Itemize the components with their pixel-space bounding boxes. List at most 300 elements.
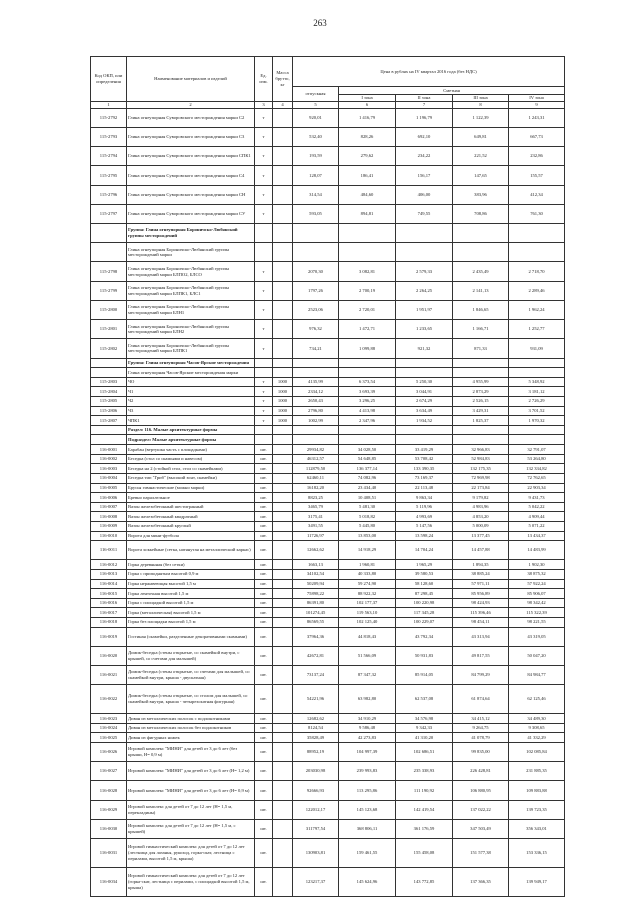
z1-cell: 136 377,14 xyxy=(339,464,396,474)
z1-cell: 102 177,37 xyxy=(339,598,396,608)
name-cell: Диван из металлических полосок с подлокотниками xyxy=(127,714,255,724)
z1-cell: 104 997,39 xyxy=(339,742,396,761)
unit-cell: шт. xyxy=(255,666,273,685)
table-row xyxy=(91,406,565,416)
z4-cell: 32 791,07 xyxy=(509,445,565,455)
code-cell: 116-0009 xyxy=(91,521,127,531)
z3-cell: 137 022,22 xyxy=(453,800,509,819)
unit-cell: шт. xyxy=(255,473,273,483)
z4-cell: 53 264,80 xyxy=(509,454,565,464)
z1-cell: 2 700,19 xyxy=(339,281,396,300)
z3-cell: 52 984,83 xyxy=(453,454,509,464)
name-cell: Диван из металлических полосок без подлокотников xyxy=(127,723,255,733)
z3-cell: 347 503,49 xyxy=(453,819,509,838)
empty-cell xyxy=(293,224,339,243)
unit-cell: т xyxy=(255,204,273,223)
unit-cell: т xyxy=(255,397,273,407)
price-cell: 314,54 xyxy=(293,185,339,204)
code-cell: 115-2803 xyxy=(91,377,127,387)
z4-cell: 50 047,20 xyxy=(509,646,565,665)
code-cell: 115-2806 xyxy=(91,406,127,416)
table-row xyxy=(91,166,565,185)
z1-cell: 59 274,90 xyxy=(339,579,396,589)
z2-cell: 9 342,33 xyxy=(396,723,453,733)
mass-cell xyxy=(273,819,293,838)
z4-cell: 14 483,99 xyxy=(509,541,565,560)
table-row xyxy=(91,839,565,868)
z2-cell: 87 298,45 xyxy=(396,589,453,599)
z1-cell xyxy=(339,368,396,378)
z3-cell: 99 835,00 xyxy=(453,742,509,761)
z1-cell: 159 461,55 xyxy=(339,839,396,868)
unit-cell: т xyxy=(255,387,273,397)
code-cell: 116-0008 xyxy=(91,512,127,522)
code-cell: 115-2802 xyxy=(91,339,127,358)
price-cell: 2650,43 xyxy=(293,397,339,407)
header-zone-4: IV зона xyxy=(509,95,565,102)
price-cell: 8823,25 xyxy=(293,493,339,503)
z3-cell: 221,52 xyxy=(453,147,509,166)
z3-cell: 4 983,96 xyxy=(453,502,509,512)
name-cell: ЧПК1 xyxy=(127,416,255,426)
mass-cell xyxy=(273,166,293,185)
z3-cell: 151 577,38 xyxy=(453,839,509,868)
empty-cell xyxy=(293,435,339,445)
mass-cell xyxy=(273,714,293,724)
code-cell: 116-0017 xyxy=(91,608,127,618)
z2-cell: 133 390,35 xyxy=(396,464,453,474)
price-cell: 54221,96 xyxy=(293,685,339,714)
price-cell: 86391,80 xyxy=(293,598,339,608)
mass-cell xyxy=(273,368,293,378)
empty-cell xyxy=(509,224,565,243)
z4-cell: 98 342,42 xyxy=(509,598,565,608)
price-cell: 734,21 xyxy=(293,339,339,358)
code-cell: 116-0019 xyxy=(91,627,127,646)
z3-cell: 1 846,65 xyxy=(453,300,509,319)
table-row xyxy=(91,627,565,646)
code-cell: 116-0001 xyxy=(91,445,127,455)
price-cell: 3491,55 xyxy=(293,521,339,531)
code-cell xyxy=(91,435,127,445)
name-cell: Вазон железобетонный квадратный xyxy=(127,512,255,522)
unit-cell: шт. xyxy=(255,598,273,608)
price-cell: 75898,22 xyxy=(293,589,339,599)
table-row xyxy=(91,445,565,455)
unit-cell: шт. xyxy=(255,454,273,464)
z2-cell: 1 196,79 xyxy=(396,108,453,127)
z3-cell: 49 817,55 xyxy=(453,646,509,665)
unit-cell: шт. xyxy=(255,541,273,560)
z2-cell: 41 310,20 xyxy=(396,733,453,743)
table-row xyxy=(91,473,565,483)
z4-cell xyxy=(509,243,565,262)
z3-cell: 34 415,12 xyxy=(453,714,509,724)
empty-cell xyxy=(255,358,273,368)
z1-cell: 23 434,40 xyxy=(339,483,396,493)
code-cell: 115-2805 xyxy=(91,397,127,407)
z3-cell: 137 366,35 xyxy=(453,867,509,896)
z3-cell: 649,81 xyxy=(453,127,509,146)
table-row xyxy=(91,646,565,665)
unit-cell: шт. xyxy=(255,531,273,541)
z3-cell: 41 078,79 xyxy=(453,733,509,743)
empty-cell xyxy=(396,358,453,368)
z1-cell: 368 806,11 xyxy=(339,819,396,838)
price-cell: 12682,62 xyxy=(293,714,339,724)
z2-cell: 34 576,98 xyxy=(396,714,453,724)
z1-cell: 5 481,30 xyxy=(339,502,396,512)
code-cell: 115-2800 xyxy=(91,300,127,319)
unit-cell: т xyxy=(255,406,273,416)
price-cell: 92666,93 xyxy=(293,781,339,800)
name-cell: Домик-беседка (стены открытые, со скамейкой внутри, с крышей, со счетами для малышей) xyxy=(127,646,255,665)
mass-cell xyxy=(273,781,293,800)
z3-cell: 106 880,95 xyxy=(453,781,509,800)
table-row xyxy=(91,204,565,223)
z3-cell: 3 429,31 xyxy=(453,406,509,416)
name-cell: Глина огнеупорная Бороничско-Любянский группы месторождений марки xyxy=(127,243,255,262)
z1-cell: 44 818,43 xyxy=(339,627,396,646)
empty-cell xyxy=(509,358,565,368)
section-heading: Подраздел: Малые архитектурные формы xyxy=(127,435,255,445)
z3-cell: 38 885,24 xyxy=(453,569,509,579)
z2-cell: 14 704,24 xyxy=(396,541,453,560)
code-cell: 115-2793 xyxy=(91,127,127,146)
z4-cell: 102 085,84 xyxy=(509,742,565,761)
unit-cell: шт. xyxy=(255,560,273,570)
z4-cell: 72 762,65 xyxy=(509,473,565,483)
table-row xyxy=(91,368,565,378)
code-cell: 116-0006 xyxy=(91,493,127,503)
code-cell: 116-0023 xyxy=(91,714,127,724)
mass-cell xyxy=(273,531,293,541)
z3-cell: 13 377,45 xyxy=(453,531,509,541)
mass-cell: 1000 xyxy=(273,397,293,407)
name-cell: Диван из фигурных ножек xyxy=(127,733,255,743)
z2-cell: 100 220,98 xyxy=(396,598,453,608)
price-cell: 976,32 xyxy=(293,320,339,339)
z1-cell: 10 408,51 xyxy=(339,493,396,503)
header-unit: Ед. изм. xyxy=(255,57,273,102)
table-row xyxy=(91,714,565,724)
section-heading: Группа: Глина огнеупорная Бороничско-Любянский группы месторождений xyxy=(127,224,255,243)
name-cell: Беседка тип "Гриб" (высокий зонт, скамейки) xyxy=(127,473,255,483)
z4-cell: 1 962,24 xyxy=(509,300,565,319)
mass-cell xyxy=(273,618,293,628)
index-cell: 9 xyxy=(509,102,565,109)
z2-cell: 1 951,97 xyxy=(396,300,453,319)
z1-cell: 51 566,09 xyxy=(339,646,396,665)
price-cell xyxy=(293,243,339,262)
price-cell: 2334,12 xyxy=(293,387,339,397)
z3-cell: 98 424,93 xyxy=(453,598,509,608)
section-heading-row xyxy=(91,358,565,368)
name-cell: Домик-беседка (стены открытые, со столом для малышей, со скамейкой внутри, крыша - четырехскатная фигурная) xyxy=(127,685,255,714)
price-cell: 112879,50 xyxy=(293,464,339,474)
price-cell: 16182,20 xyxy=(293,483,339,493)
name-cell: Домик-беседка (стены открытые, со счетами для малышей, со скамейкой внутри, крыша - двускатная) xyxy=(127,666,255,685)
header-zone-2: II зона xyxy=(396,95,453,102)
index-cell: 6 xyxy=(339,102,396,109)
mass-cell xyxy=(273,521,293,531)
code-cell: 116-0004 xyxy=(91,473,127,483)
z2-cell: 749,55 xyxy=(396,204,453,223)
z1-cell: 34 910,29 xyxy=(339,714,396,724)
mass-cell xyxy=(273,627,293,646)
z3-cell: 1 122,39 xyxy=(453,108,509,127)
z4-cell: 1 970,32 xyxy=(509,416,565,426)
section-heading-row xyxy=(91,425,565,435)
z2-cell: 73 169,37 xyxy=(396,473,453,483)
price-cell: 1002,99 xyxy=(293,416,339,426)
mass-cell xyxy=(273,541,293,560)
mass-cell: 1000 xyxy=(273,406,293,416)
mass-cell xyxy=(273,243,293,262)
table-row xyxy=(91,531,565,541)
name-cell: Игровой комплекс "МИНИ" для детей от 3 до 6 лет (Н= 0,9 м) xyxy=(127,781,255,800)
z3-cell: 132 175,35 xyxy=(453,464,509,474)
z1-cell: 88 922,32 xyxy=(339,589,396,599)
name-cell: Ч3 xyxy=(127,406,255,416)
z2-cell: 143 772,85 xyxy=(396,867,453,896)
index-cell: 1 xyxy=(91,102,127,109)
z2-cell: 1 965,29 xyxy=(396,560,453,570)
table-row xyxy=(91,387,565,397)
z4-cell: 109 883,88 xyxy=(509,781,565,800)
unit-cell: шт. xyxy=(255,445,273,455)
z2-cell: 13 598,24 xyxy=(396,531,453,541)
z1-cell: 42 273,83 xyxy=(339,733,396,743)
empty-cell xyxy=(396,425,453,435)
unit-cell: шт. xyxy=(255,589,273,599)
table-row xyxy=(91,339,565,358)
z3-cell: 85 956,89 xyxy=(453,589,509,599)
z3-cell xyxy=(453,368,509,378)
index-cell: 5 xyxy=(293,102,339,109)
unit-cell: шт. xyxy=(255,800,273,819)
table-row xyxy=(91,541,565,560)
unit-cell: шт. xyxy=(255,502,273,512)
z1-cell: 40 333,80 xyxy=(339,569,396,579)
table-body xyxy=(91,108,565,896)
z3-cell: 115 396,46 xyxy=(453,608,509,618)
z2-cell: 142 419,54 xyxy=(396,800,453,819)
header-zone-title: Сметная xyxy=(339,87,565,95)
name-cell: Глина огнеупорная Суворовского месторождения марки СПК1 xyxy=(127,147,255,166)
z2-cell: 111 190,92 xyxy=(396,781,453,800)
table-row xyxy=(91,598,565,608)
z1-cell: 113 295,86 xyxy=(339,781,396,800)
z3-cell: 61 874,64 xyxy=(453,685,509,714)
unit-cell: т xyxy=(255,416,273,426)
name-cell: Ч1 xyxy=(127,387,255,397)
name-cell: Горка нержавеющая высотой 1,5 м xyxy=(127,579,255,589)
mass-cell xyxy=(273,839,293,868)
z1-cell: 484,60 xyxy=(339,185,396,204)
price-cell: 203030,98 xyxy=(293,762,339,781)
z3-cell: 1 825,37 xyxy=(453,416,509,426)
z4-cell: 356 343,01 xyxy=(509,819,565,838)
price-cell: 8124,54 xyxy=(293,723,339,733)
unit-cell: т xyxy=(255,300,273,319)
mass-cell xyxy=(273,742,293,761)
z4-cell: 1 902,30 xyxy=(509,560,565,570)
mass-cell xyxy=(273,579,293,589)
unit-cell: шт. xyxy=(255,839,273,868)
unit-cell xyxy=(255,243,273,262)
code-cell: 115-2794 xyxy=(91,147,127,166)
z2-cell xyxy=(396,243,453,262)
z2-cell: 692,10 xyxy=(396,127,453,146)
name-cell: Вазон железобетонный шестигранный xyxy=(127,502,255,512)
name-cell: Игровой комплекс "МИНИ" для детей от 3 до 6 лет (Н= 1,2 м) xyxy=(127,762,255,781)
code-cell: 116-0015 xyxy=(91,589,127,599)
code-cell: 116-0028 xyxy=(91,781,127,800)
mass-cell xyxy=(273,473,293,483)
header-code: Код ОКП, или определения xyxy=(91,57,127,102)
empty-cell xyxy=(453,435,509,445)
price-cell: 34102,54 xyxy=(293,569,339,579)
name-cell: Игровой гимнастический комплекс для детей от 7 до 12 лет (лестница для лазанья, рукоход, горка-скат, лестница с перилами, высотой 1,5 м, крыша) xyxy=(127,839,255,868)
z2-cell xyxy=(396,368,453,378)
z3-cell: 871,33 xyxy=(453,339,509,358)
table-row xyxy=(91,483,565,493)
price-cell: 593,05 xyxy=(293,204,339,223)
name-cell: Ч2 xyxy=(127,397,255,407)
code-cell: 116-0003 xyxy=(91,464,127,474)
price-cell: 2523,06 xyxy=(293,300,339,319)
mass-cell xyxy=(273,733,293,743)
z2-cell: 3 634,49 xyxy=(396,406,453,416)
z4-cell: 3 701,52 xyxy=(509,406,565,416)
z2-cell: 1 233,65 xyxy=(396,320,453,339)
z4-cell: 62 125,46 xyxy=(509,685,565,714)
z1-cell: 2 347,96 xyxy=(339,416,396,426)
z4-cell: 43 319,05 xyxy=(509,627,565,646)
name-cell: Глина огнеупорная Суворовского месторождения марки СН xyxy=(127,185,255,204)
z1-cell: 1 099,88 xyxy=(339,339,396,358)
unit-cell: шт. xyxy=(255,464,273,474)
name-cell: Глина огнеупорная Бороничско-Любянский группы месторождений марки БЛПК1 xyxy=(127,339,255,358)
z3-cell: 2 873,29 xyxy=(453,387,509,397)
mass-cell xyxy=(273,108,293,127)
price-cell: 101274,45 xyxy=(293,608,339,618)
code-cell: 115-2804 xyxy=(91,387,127,397)
z4-cell: 5 071,22 xyxy=(509,521,565,531)
unit-cell: шт. xyxy=(255,762,273,781)
index-cell: 8 xyxy=(453,102,509,109)
code-cell xyxy=(91,358,127,368)
code-cell: 116-0025 xyxy=(91,733,127,743)
table-row xyxy=(91,733,565,743)
name-cell: Горка с площадкой высотой 1,5 м xyxy=(127,598,255,608)
z3-cell: 5 000,09 xyxy=(453,521,509,531)
unit-cell: т xyxy=(255,377,273,387)
price-cell: 37964,36 xyxy=(293,627,339,646)
unit-cell: т xyxy=(255,147,273,166)
z1-cell: 63 982,80 xyxy=(339,685,396,714)
mass-cell xyxy=(273,127,293,146)
mass-cell xyxy=(273,598,293,608)
section-heading: Раздел: 116. Малые архитектурные формы xyxy=(127,425,255,435)
z4-cell: 34 489,30 xyxy=(509,714,565,724)
z3-cell: 9 179,82 xyxy=(453,493,509,503)
mass-cell xyxy=(273,666,293,685)
z1-cell: 4 413,98 xyxy=(339,406,396,416)
z3-cell: 22 173,84 xyxy=(453,483,509,493)
z4-cell: 1 243,31 xyxy=(509,108,565,127)
price-cell: 73137,24 xyxy=(293,666,339,685)
mass-cell xyxy=(273,646,293,665)
table-row xyxy=(91,560,565,570)
mass-cell xyxy=(273,608,293,618)
z4-cell: 98 221,55 xyxy=(509,618,565,628)
header-price-title: Цена в рублях на IV квартал 2016 года (без НДС) xyxy=(293,57,565,87)
z1-cell: 102 125,40 xyxy=(339,618,396,628)
price-cell: 12662,62 xyxy=(293,541,339,560)
name-cell: Глина огнеупорная Суворовского месторождения марки СУ xyxy=(127,204,255,223)
price-cell: 42672,81 xyxy=(293,646,339,665)
name-cell: Глина огнеупорная Бороничско-Любянский группы месторождений марки БЛПК1, БЛС1 xyxy=(127,281,255,300)
z3-cell: 32 966,83 xyxy=(453,445,509,455)
unit-cell: т xyxy=(255,166,273,185)
z1-cell: 186,41 xyxy=(339,166,396,185)
mass-cell xyxy=(273,762,293,781)
name-cell: Глина огнеупорная Бороничско-Любянский группы месторождений марки БЛПО2, БЛСО xyxy=(127,262,255,281)
z4-cell: 3 181,12 xyxy=(509,387,565,397)
z4-cell: 5 042,22 xyxy=(509,502,565,512)
z3-cell: 147,65 xyxy=(453,166,509,185)
code-cell: 116-0012 xyxy=(91,560,127,570)
name-cell: Горка деревянная (без сетки) xyxy=(127,560,255,570)
code-cell: 115-2797 xyxy=(91,204,127,223)
z1-cell: 1 472,71 xyxy=(339,320,396,339)
header-mass: Масса брутто, кг xyxy=(273,57,293,102)
empty-cell xyxy=(273,358,293,368)
unit-cell: шт. xyxy=(255,646,273,665)
unit-cell: т xyxy=(255,281,273,300)
empty-cell xyxy=(255,425,273,435)
table-row xyxy=(91,579,565,589)
name-cell: Глина огнеупорная Бороничско-Любянский группы месторождений марки БЛН1 xyxy=(127,300,255,319)
table-row xyxy=(91,454,565,464)
z4-cell: 231 885,35 xyxy=(509,762,565,781)
name-cell: Вазон железобетонный круглый xyxy=(127,521,255,531)
name-cell: Ворота для мини-футбола xyxy=(127,531,255,541)
table-row xyxy=(91,147,565,166)
z2-cell: 9 863,34 xyxy=(396,493,453,503)
code-cell xyxy=(91,224,127,243)
z4-cell: 38 875,32 xyxy=(509,569,565,579)
price-cell xyxy=(293,368,339,378)
z4-cell: 153 336,15 xyxy=(509,839,565,868)
mass-cell xyxy=(273,445,293,455)
z4-cell: 139 723,35 xyxy=(509,800,565,819)
price-cell: 29934,82 xyxy=(293,445,339,455)
table-row xyxy=(91,502,565,512)
z4-cell: 2 289,46 xyxy=(509,281,565,300)
code-cell: 116-0002 xyxy=(91,454,127,464)
table-row xyxy=(91,569,565,579)
price-cell: 35828,49 xyxy=(293,733,339,743)
name-cell: Горка (металлическая) высотой 1,5 м xyxy=(127,608,255,618)
price-cell: 4135,99 xyxy=(293,377,339,387)
z2-cell: 3 044,91 xyxy=(396,387,453,397)
code-cell: 115-2807 xyxy=(91,416,127,426)
z4-cell: 13 434,37 xyxy=(509,531,565,541)
z3-cell: 1 894,35 xyxy=(453,560,509,570)
